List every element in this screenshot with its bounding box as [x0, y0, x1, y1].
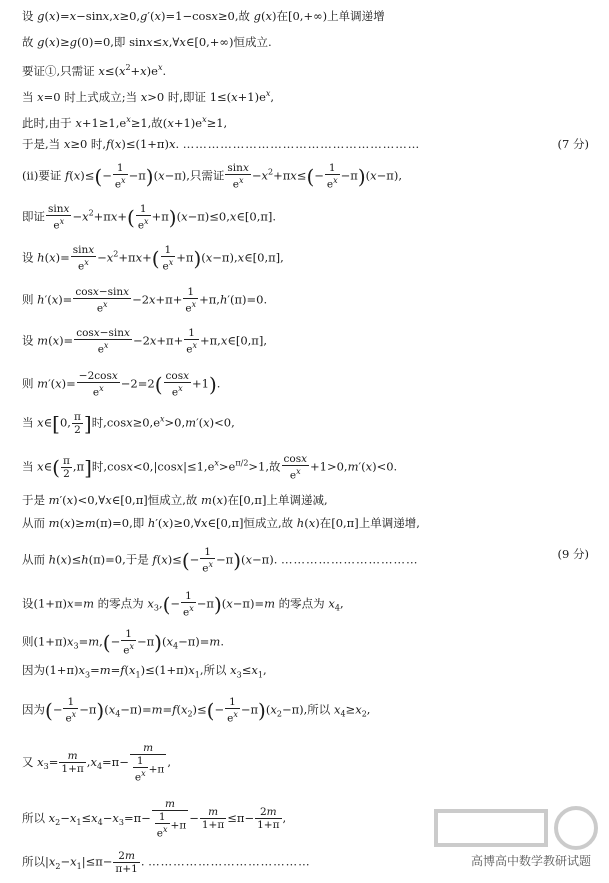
score-marker-7: (7 分)	[557, 137, 589, 151]
proof-line-17: 从而 h(x)≤h(π)=0,于是 f(x)≤(− $\frac{1}{e^x}$ −π)(x−π). …………………………… (9 分)	[22, 546, 589, 575]
proof-line-24: 所以$|x_2-x_1|\le\pi-$ $\frac{2m}{\pi+1}$ . …………………………………	[22, 850, 311, 875]
proof-line-15: 于是 m′(x)<0,∀x∈[0,π]恒成立,故 m(x)在[0,π]上单调递减,	[22, 493, 328, 507]
proof-line-7: (ii)要证 f(x)≤(− $\frac{1}{e^x}$ −π)(x−π),只需证 $\frac{\sin x}{e^x}$ $-x^2+\pi x\le(-$ $\frac{1}{e^x}$ −π)(x−π),	[22, 162, 402, 191]
proof-line-20: 因为$(1+\pi)x_3=m=f(x_1)\le(1+\pi)x_1$,所以 $x_3\le x_1$,	[22, 663, 267, 680]
proof-line-19: 则$(1+\pi)x_3=m,(-$ $\frac{1}{e^x}$ $-\pi)(x_4-\pi)=m$.	[22, 628, 224, 657]
proof-line-5: 此时,由于 $x+1\ge 1,e^x\ge 1$,故$(x+1)e^x\ge 1$,	[22, 115, 228, 130]
proof-line-13: 当 x∈[0, $\frac{\pi}{2}$ ]时$,\cos x\ge 0,e^x>0,m'(x)<0$,	[22, 411, 235, 436]
proof-line-9: 设 h(x)= $\frac{\sin x}{e^x}$ $-x^2+\pi x+$( $\frac{1}{e^x}$ +π)(x−π),x∈[0,π],	[22, 244, 284, 273]
proof-line-22: 又 $x_3=$ $\frac{m}{1+\pi}$ $,x_4=\pi-$ m $\frac{1}{e^x}$ +π ,	[22, 742, 171, 784]
proof-line-23: 所以 $x_2-x_1\le x_4-x_3=\pi-$ m $\frac{1}{e^x}$ +π − $\frac{m}{1+\pi}$ ≤π− $\frac{2m}{1+\pi}$ ,	[22, 798, 287, 840]
proof-line-16: 从而 m(x)≥m(π)=0,即 h′(x)≥0,∀x∈[0,π]恒成立,故 h(x)在[0,π]上单调递增,	[22, 516, 420, 530]
proof-line-3: 要证①,只需证 $x\le(x^2+x)e^x$.	[22, 63, 167, 78]
proof-line-21: 因为(− $\frac{1}{e^x}$ $-\pi)(x_4-\pi)=m=f(x_2)\le(-$ $\frac{1}{e^x}$ $-\pi)(x_2-\pi)$,所以 $x_4\ge x_2$,	[22, 696, 371, 725]
proof-line-11: 设 m(x)= $\frac{\cos x-\sin x}{e^x}$ −2x+π+ $\frac{1}{e^x}$ +π,x∈[0,π],	[22, 327, 267, 356]
proof-line-12: 则 m′(x)= $\frac{-2\cos x}{e^x}$ −2=2( $\frac{\cos x}{e^x}$ +1).	[22, 370, 221, 399]
proof-line-2: 故 g(x)≥g(0)=0,即 sinx≤x,∀x∈[0,+∞)恒成立.	[22, 35, 272, 49]
proof-line-1: 设 g(x)=x−sinx,x≥0,g′(x)=1−cosx≥0,故 g(x)在[0,+∞)上单调递增	[22, 9, 385, 23]
proof-line-4: 当 x=0 时上式成立;当 x>0 时,即证 $1\le(x+1)e^x$,	[22, 89, 275, 104]
score-marker-9: (9 分)	[557, 547, 589, 561]
watermark-text: 高博高中数学教研试题	[470, 854, 591, 868]
proof-line-10: 则 h′(x)= $\frac{\cos x-\sin x}{e^x}$ −2x+π+ $\frac{1}{e^x}$ +π,h′(π)=0.	[22, 286, 268, 315]
proof-line-18: 设(1+π)x=m 的零点为 $x_3,(-$ $\frac{1}{e^x}$ −π)(x−π)=m 的零点为 $x_4$,	[22, 590, 344, 619]
proof-line-6: 于是,当 x≥0 时,f(x)≤(1+π)x. ………………………………………………… (7 分)	[22, 137, 589, 151]
proof-line-14: 当 x∈( $\frac{\pi}{2}$ ,π]时$,\cos x<0,|\cos x|\le 1,e^x>e^{\pi/2}>1$,故 $\frac{\cos x}{e^x}$ +1>0,m′(x)<0.	[22, 453, 398, 482]
proof-line-8: 即证 $\frac{\sin x}{e^x}$ $-x^2+\pi x+$( $\frac{1}{e^x}$ +π)(x−π)≤0,x∈[0,π].	[22, 203, 277, 232]
